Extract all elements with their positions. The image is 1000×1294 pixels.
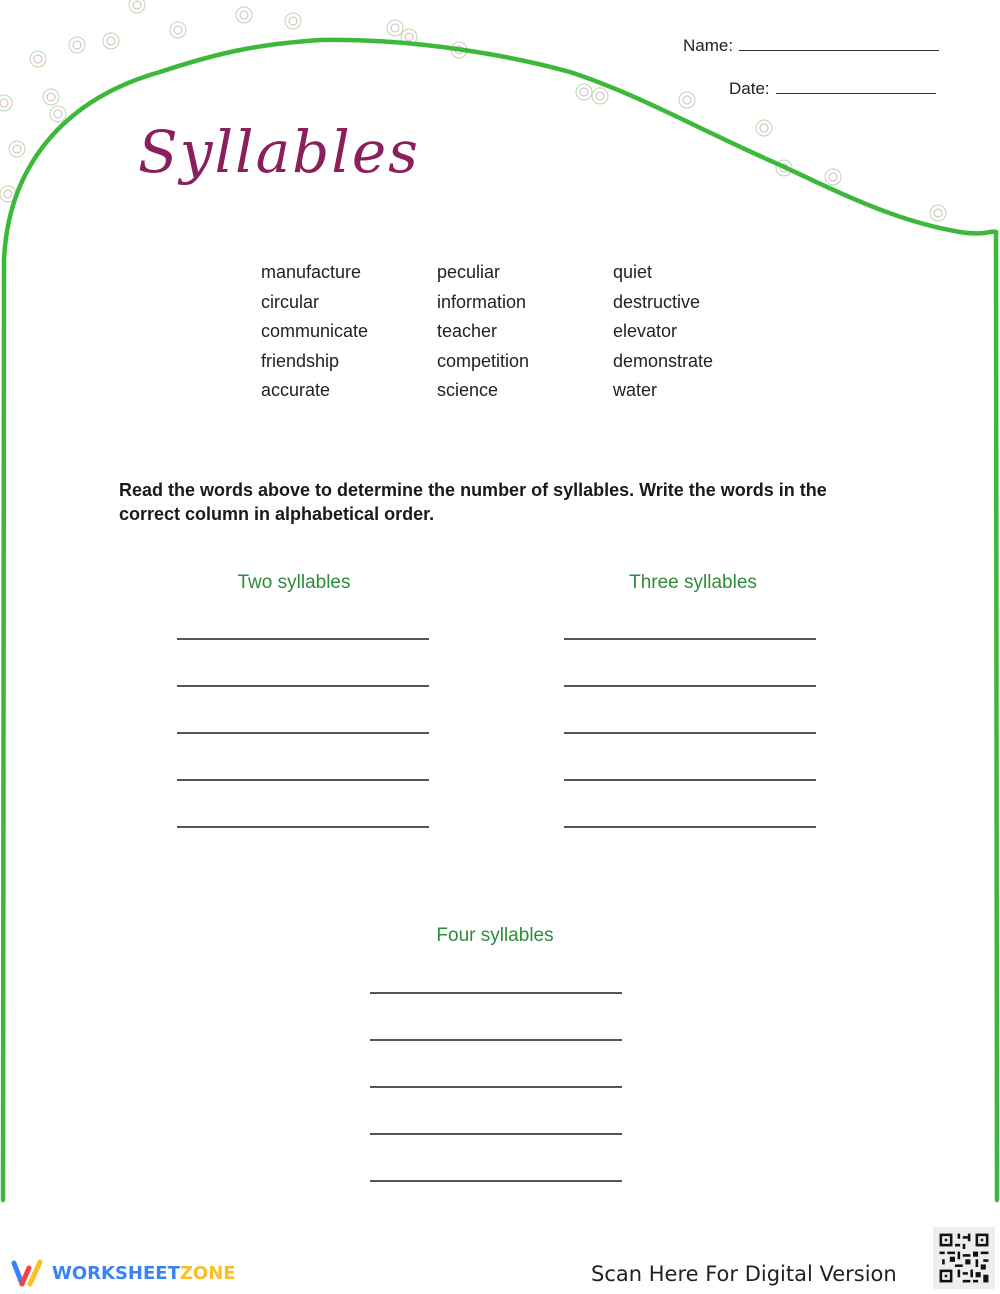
answer-line[interactable] xyxy=(370,1133,622,1135)
word-item: water xyxy=(613,380,658,400)
answer-line[interactable] xyxy=(370,1039,622,1041)
name-field[interactable] xyxy=(683,36,939,56)
name-label: Name: xyxy=(683,36,734,55)
word-item: elevator xyxy=(613,321,678,341)
green-border-path xyxy=(3,40,997,1200)
date-field[interactable] xyxy=(729,79,936,99)
word-item: manufacture xyxy=(261,262,362,282)
answer-line[interactable] xyxy=(564,638,816,640)
word-item: quiet xyxy=(613,262,653,282)
scan-text: Scan Here For Digital Version xyxy=(591,1262,897,1286)
word-item: information xyxy=(437,291,527,312)
word-bank xyxy=(261,258,789,406)
answer-line[interactable] xyxy=(564,685,816,687)
word-item: competition xyxy=(437,350,530,371)
answer-line[interactable] xyxy=(177,732,429,734)
date-label: Date: xyxy=(729,79,770,98)
word-item: accurate xyxy=(261,380,331,400)
word-column-2 xyxy=(437,258,613,406)
answer-line[interactable] xyxy=(564,826,816,828)
answer-line[interactable] xyxy=(177,779,429,781)
four-syllables-heading: Four syllables xyxy=(436,925,554,946)
date-input-line[interactable] xyxy=(776,80,936,94)
answer-line[interactable] xyxy=(177,826,429,828)
word-item: communicate xyxy=(261,321,369,341)
answer-line[interactable] xyxy=(370,1180,622,1182)
word-item: demonstrate xyxy=(613,350,714,371)
circle-decorations xyxy=(0,0,946,221)
word-column-1 xyxy=(261,258,437,406)
answer-line[interactable] xyxy=(177,638,429,640)
word-item: teacher xyxy=(437,321,498,341)
qr-code-icon[interactable] xyxy=(933,1227,995,1289)
word-item: circular xyxy=(261,291,320,312)
answer-line[interactable] xyxy=(564,779,816,781)
page-title: Syllables xyxy=(138,118,420,186)
answer-line[interactable] xyxy=(370,1086,622,1088)
word-item: science xyxy=(437,380,499,400)
logo-w-icon xyxy=(10,1258,46,1288)
logo-word-worksheet: WORKSHEET xyxy=(52,1262,180,1284)
answer-line[interactable] xyxy=(564,732,816,734)
word-item: destructive xyxy=(613,291,701,312)
three-syllables-heading: Three syllables xyxy=(629,572,757,593)
logo-text xyxy=(52,1263,236,1284)
word-item: peculiar xyxy=(437,262,501,282)
word-item: friendship xyxy=(261,350,340,371)
answer-line[interactable] xyxy=(177,685,429,687)
two-syllables-heading: Two syllables xyxy=(237,572,351,593)
word-column-3 xyxy=(613,258,789,406)
worksheet-zone-logo[interactable] xyxy=(10,1258,236,1288)
logo-word-zone: ZONE xyxy=(179,1262,236,1284)
answer-line[interactable] xyxy=(370,992,622,994)
instructions: Read the words above to determine the number of syllables. Write the words in the correct column in alphabetical order. xyxy=(119,480,827,524)
name-input-line[interactable] xyxy=(739,37,939,51)
